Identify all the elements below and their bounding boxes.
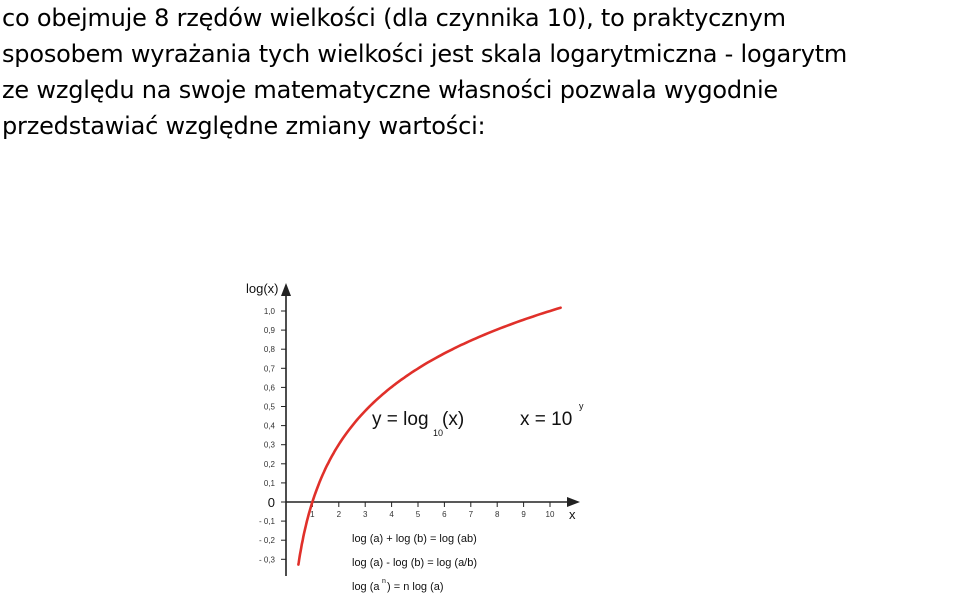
x-tick-label: 1 <box>310 510 315 519</box>
y-tick-label: 0,7 <box>263 364 275 374</box>
y-tick-label: 0,9 <box>263 326 275 336</box>
x-axis-arrow <box>567 497 580 507</box>
log-curve <box>298 308 560 565</box>
y-tick-label: - 0,3 <box>258 555 275 565</box>
x-tick-label: 5 <box>415 510 421 519</box>
y-tick-label: - 0,2 <box>258 536 275 546</box>
formula-power <box>352 578 444 593</box>
text-line: ze względu na swoje matematyczne własności pozwala wygodnie <box>2 76 778 104</box>
formula-difference: log (a) - log (b) = log (a/b) <box>352 557 478 569</box>
equation-log-main: y = log <box>372 409 429 430</box>
equation-log-sub: 10 <box>433 428 444 438</box>
x-tick-label: 8 <box>494 510 500 519</box>
formula-sum: log (a) + log (b) = log (ab) <box>352 533 477 545</box>
ticks <box>259 307 555 564</box>
x-tick-label: 7 <box>468 510 474 519</box>
x-tick-label: 3 <box>362 510 368 519</box>
formula-power-post: ) = n log (a) <box>387 581 444 593</box>
text-line: co obejmuje 8 rzędów wielkości (dla czynnika 10), to praktycznym <box>2 4 786 32</box>
y-tick-label: 0,2 <box>263 459 275 469</box>
equation-exp <box>520 401 584 430</box>
y-tick-label: 0,6 <box>263 383 275 393</box>
y-tick-label: 0,4 <box>263 421 275 431</box>
text-line: sposobem wyrażania tych wielkości jest skala logarytmiczna - logarytm <box>2 40 848 68</box>
x-tick-label: 6 <box>442 510 447 519</box>
y-tick-label: 1,0 <box>263 307 275 316</box>
x-axis-label: x <box>569 507 576 522</box>
y-axis-label: log(x) <box>246 281 279 296</box>
text-line: przedstawiać względne zmiany wartości: <box>2 112 486 140</box>
y-tick-label: 0,1 <box>263 478 275 488</box>
y-tick-label: - 0,1 <box>258 517 275 527</box>
y-axis-arrow <box>281 283 291 296</box>
y-tick-label: 0,5 <box>263 402 275 412</box>
x-tick-label: 4 <box>389 510 394 519</box>
y-tick-label: 0,8 <box>263 345 275 355</box>
x-tick-label: 2 <box>336 510 342 519</box>
x-tick-label: 10 <box>545 510 555 519</box>
equation-exp-main: x = 10 <box>520 409 573 430</box>
y-tick-label: 0,3 <box>263 440 275 450</box>
formula-power-sup: n <box>382 578 386 585</box>
y-tick-label: 0 <box>267 495 275 510</box>
equation-exp-sup: y <box>579 401 584 411</box>
equation-log-arg: (x) <box>442 409 465 430</box>
formula-power-pre: log (a <box>352 581 380 593</box>
x-tick-label: 9 <box>521 510 526 519</box>
equation-log <box>372 409 464 438</box>
